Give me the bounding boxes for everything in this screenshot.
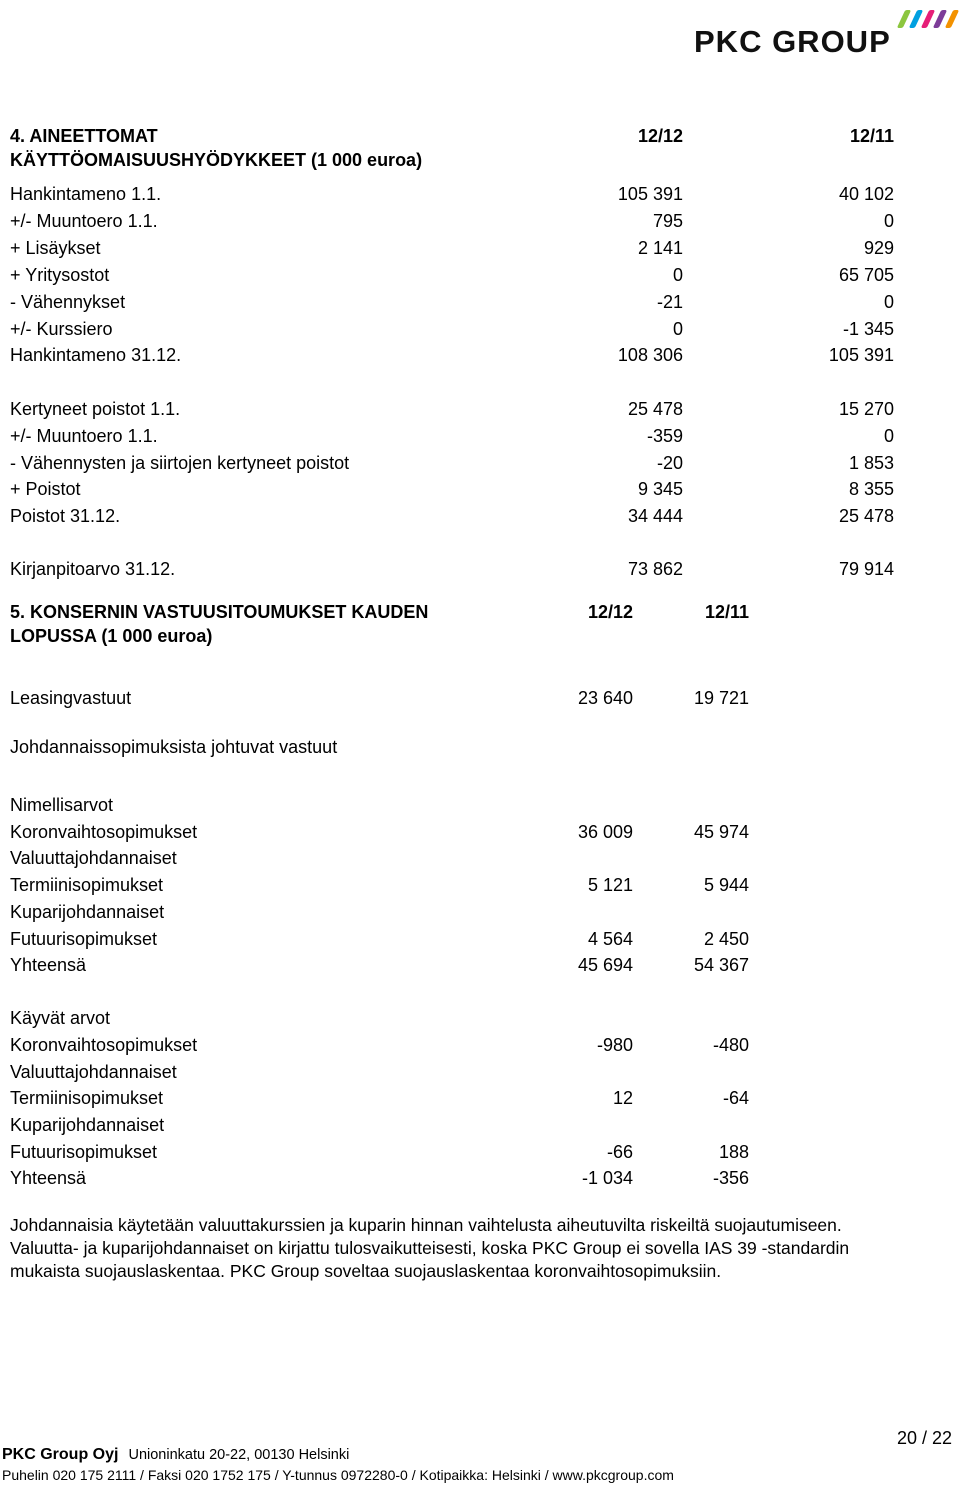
row-label: +/- Kurssiero [10, 319, 113, 339]
row-value-2012: -21 [656, 292, 683, 312]
row-label: Leasingvastuut [10, 688, 132, 708]
table-row [0, 557, 960, 581]
row-label: + Poistot [10, 479, 81, 499]
logo-stripe [945, 10, 959, 28]
table-row [0, 927, 960, 951]
row-value-2012: -20 [656, 453, 683, 473]
row-value-2011: 19 721 [693, 688, 749, 708]
section4-col1-header: 12/12 [637, 126, 683, 146]
table-row [0, 1113, 960, 1137]
table-row [0, 1060, 960, 1084]
table-row [0, 820, 960, 844]
row-value-2011: -480 [712, 1035, 749, 1055]
row-value-2012: -980 [596, 1035, 633, 1055]
table-row [0, 846, 960, 870]
row-value-2012: -66 [606, 1142, 633, 1162]
table-row [0, 1086, 960, 1110]
note-line: Valuutta- ja kuparijohdannaiset on kirjattu tulosvaikutteisesti, koska PKC Group ei sovella IAS 39 -standardin [10, 1238, 850, 1258]
table-row [0, 1166, 960, 1190]
row-value-2011: 45 974 [693, 822, 749, 842]
row-value-2012: 4 564 [587, 929, 633, 949]
row-label: Valuuttajohdannaiset [10, 848, 177, 868]
row-value-2011: 105 391 [828, 345, 894, 365]
row-value-2011: 0 [883, 211, 894, 231]
row-label: Yhteensä [10, 1168, 87, 1188]
row-label: - Vähennysten ja siirtojen kertyneet poistot [10, 453, 350, 473]
row-label: +/- Muuntoero 1.1. [10, 211, 158, 231]
section5-title-line1: 5. KONSERNIN VASTUUSITOUMUKSET KAUDEN [10, 602, 429, 622]
table-row [0, 900, 960, 924]
table-row [0, 209, 960, 233]
row-label: + Yritysostot [10, 265, 110, 285]
row-value-2012: 5 121 [587, 875, 633, 895]
table-row [0, 686, 960, 710]
row-label: Kuparijohdannaiset [10, 1115, 165, 1135]
table-row [0, 504, 960, 528]
note-line: Johdannaisia käytetään valuuttakurssien ja kuparin hinnan vaihtelusta aiheutuvilta riskeiltä suojautumiseen. [10, 1215, 842, 1235]
row-value-2011: 40 102 [838, 184, 894, 204]
table-row [0, 236, 960, 260]
company-logo [690, 22, 960, 62]
row-label: Koronvaihtosopimukset [10, 1035, 198, 1055]
row-label: Futuurisopimukset [10, 1142, 158, 1162]
row-label: Kertyneet poistot 1.1. [10, 399, 181, 419]
row-label: Termiinisopimukset [10, 1088, 164, 1108]
row-label: Yhteensä [10, 955, 87, 975]
row-label: +/- Muuntoero 1.1. [10, 426, 158, 446]
table-row [0, 397, 960, 421]
row-label: Futuurisopimukset [10, 929, 158, 949]
row-value-2012: 73 862 [627, 559, 683, 579]
table-row [0, 477, 960, 501]
section4-title-line2-row [0, 148, 960, 172]
table-row [0, 182, 960, 206]
footer-contact: Puhelin 020 175 2111 / Faksi 020 1752 175 / Y-tunnus 0972280-0 / Kotipaikka: Helsinki / www.pkcgroup.com [2, 1467, 674, 1483]
row-value-2012: 34 444 [627, 506, 683, 526]
page-number: 20 / 22 [896, 1428, 952, 1448]
row-value-2012: 36 009 [577, 822, 633, 842]
table-row [0, 263, 960, 287]
note-line: mukaista suojauslaskentaa. PKC Group soveltaa suojauslaskentaa koronvaihtosopimuksiin. [10, 1261, 722, 1281]
table-row [0, 451, 960, 475]
row-value-2011: -1 345 [842, 319, 894, 339]
row-label: Valuuttajohdannaiset [10, 1062, 177, 1082]
row-value-2012: 108 306 [617, 345, 683, 365]
section4-col2-header: 12/11 [849, 126, 894, 146]
table-row [0, 290, 960, 314]
row-value-2011: 1 853 [848, 453, 894, 473]
row-value-2012: 0 [672, 265, 683, 285]
section5-title-line2: LOPUSSA (1 000 euroa) [10, 626, 213, 646]
logo-stripes-icon [895, 10, 960, 34]
row-label: Koronvaihtosopimukset [10, 822, 198, 842]
table-row [0, 1006, 960, 1030]
section4-header [0, 124, 960, 148]
row-value-2012: 12 [612, 1088, 633, 1108]
row-label: - Vähennykset [10, 292, 126, 312]
row-label: Hankintameno 31.12. [10, 345, 182, 365]
row-value-2012: -1 034 [581, 1168, 633, 1188]
footer-company: PKC Group Oyj [2, 1446, 119, 1463]
row-value-2011: 25 478 [838, 506, 894, 526]
row-value-2012: -359 [646, 426, 683, 446]
row-value-2012: 9 345 [637, 479, 683, 499]
row-label: Hankintameno 1.1. [10, 184, 162, 204]
section4-title-line2: KÄYTTÖOMAISUUSHYÖDYKKEET (1 000 euroa) [10, 150, 423, 170]
row-value-2011: -64 [722, 1088, 749, 1108]
table-row [0, 793, 960, 817]
row-value-2011: 188 [718, 1142, 749, 1162]
table-row [0, 1140, 960, 1164]
row-value-2011: 65 705 [838, 265, 894, 285]
row-value-2011: 5 944 [703, 875, 749, 895]
table-row [0, 1033, 960, 1057]
row-value-2012: 45 694 [577, 955, 633, 975]
row-label: Käyvät arvot [10, 1008, 111, 1028]
row-value-2012: 0 [672, 319, 683, 339]
row-value-2012: 23 640 [577, 688, 633, 708]
table-row [0, 735, 960, 759]
row-value-2012: 795 [652, 211, 683, 231]
row-value-2011: 8 355 [848, 479, 894, 499]
row-value-2012: 2 141 [637, 238, 683, 258]
row-value-2011: 54 367 [693, 955, 749, 975]
row-label: Johdannaissopimuksista johtuvat vastuut [10, 737, 338, 757]
row-label: Kuparijohdannaiset [10, 902, 165, 922]
section4-title-line1: 4. AINEETTOMAT [10, 126, 158, 146]
section5-title-line2-row [0, 624, 960, 648]
section5-col2-header: 12/11 [704, 602, 749, 622]
table-row [0, 317, 960, 341]
table-row [0, 343, 960, 367]
row-value-2011: 0 [883, 292, 894, 312]
row-value-2011: 0 [883, 426, 894, 446]
row-label: + Lisäykset [10, 238, 101, 258]
derivatives-note [10, 1214, 960, 1283]
row-value-2011: -356 [712, 1168, 749, 1188]
row-label: Termiinisopimukset [10, 875, 164, 895]
section5-col1-header: 12/12 [587, 602, 633, 622]
logo-text: PKC GROUP [694, 24, 891, 59]
footer-address: Unioninkatu 20-22, 00130 Helsinki [128, 1447, 350, 1463]
row-value-2011: 79 914 [838, 559, 894, 579]
row-label: Poistot 31.12. [10, 506, 121, 526]
table-row [0, 953, 960, 977]
row-label: Nimellisarvot [10, 795, 114, 815]
row-value-2012: 105 391 [617, 184, 683, 204]
section5-header [0, 600, 960, 624]
row-value-2011: 15 270 [838, 399, 894, 419]
row-value-2011: 929 [863, 238, 894, 258]
row-value-2011: 2 450 [703, 929, 749, 949]
table-row [0, 424, 960, 448]
footer-company-line [2, 1446, 349, 1464]
row-label: Kirjanpitoarvo 31.12. [10, 559, 176, 579]
row-value-2012: 25 478 [627, 399, 683, 419]
table-row [0, 873, 960, 897]
